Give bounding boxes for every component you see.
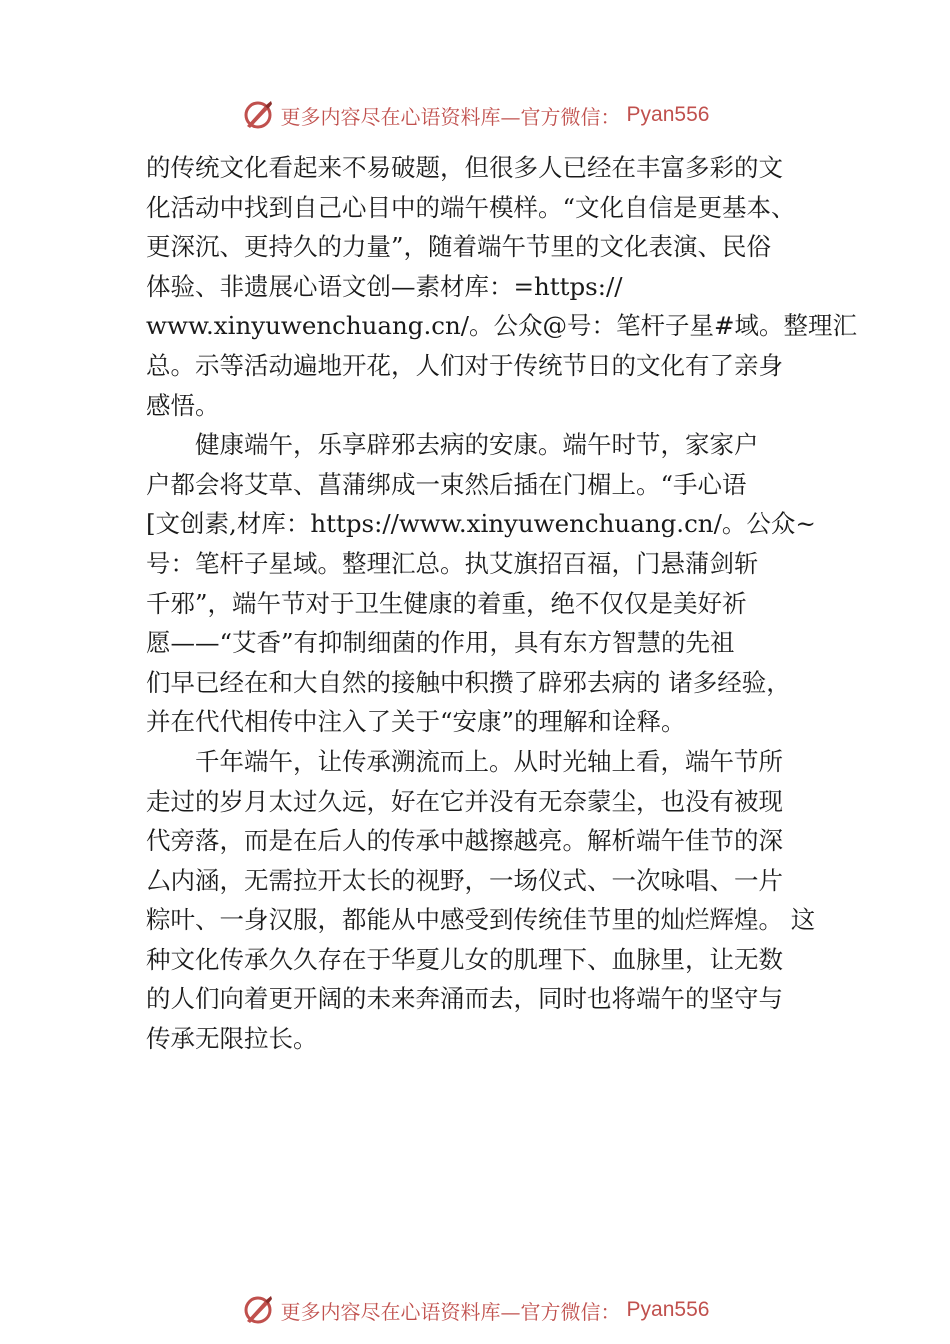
quill-logo-icon [241, 1293, 275, 1327]
text-line: 更深沉、更持久的力量”，随着端午节里的文化表演、民俗 [146, 232, 772, 262]
text-line: 粽叶、一身汉服，都能从中感受到传统佳节里的灿烂辉煌。 这 [146, 905, 816, 935]
quill-logo-icon [241, 98, 275, 132]
header-banner [0, 95, 950, 135]
text-line: 传承无限拉长。 [146, 1024, 318, 1054]
text-line: 们早已经在和大自然的接触中积攒了辟邪去病的 诸多经验， [146, 667, 791, 697]
wechat-handle: Pyan556 [626, 1298, 710, 1321]
wechat-handle: Pyan556 [626, 103, 710, 126]
text-line: 的传统文化看起来不易破题，但很多人已经在丰富多彩的文 [146, 153, 783, 182]
text-line: www.xinyuwenchuang.cn/。公众@号：笔杆子星#域。整理汇 [146, 311, 858, 341]
text-line: 户都会将艾草、菖蒲绑成一束然后插在门楣上。“手心语 [146, 469, 747, 499]
banner-text: 更多内容尽在心语资料库—官方微信： [280, 1299, 621, 1324]
text-line: 体验、非遗展心语文创—素材库：=https:// [146, 271, 623, 301]
text-line: 并在代代相传中注入了关于“安康”的理解和诠释。 [146, 707, 686, 737]
text-line: 总。示等活动遍地开花，人们对于传统节日的文化有了亲身 [146, 350, 783, 380]
banner-text: 更多内容尽在心语资料库—官方微信： [280, 104, 621, 129]
text-line: 感悟。 [146, 390, 220, 420]
text-line: 化活动中找到自己心目中的端午模样。“文化自信是更基本、 [146, 192, 796, 222]
text-line: 种文化传承久久存在于华夏儿女的肌理下、血脉里，让无数 [146, 944, 783, 974]
text-line: 厶内涵，无需拉开太长的视野，一场仪式、一次咏唱、一片 [146, 865, 783, 895]
footer-banner [0, 1290, 950, 1330]
text-line: [文创素,材库：https://www.xinyuwenchuang.cn/。公众~ [146, 509, 816, 539]
paragraph-start-line: 健康端午，乐享辟邪去病的安康。端午时节，家家户 [195, 430, 759, 460]
text-line: 愿——“艾香”有抑制细菌的作用，具有东方智慧的先祖 [146, 628, 735, 658]
text-line: 号：笔杆子星域。整理汇总。执艾旗招百福，门悬蒲剑斩 [146, 548, 759, 578]
text-line: 的人们向着更开阔的未来奔涌而去，同时也将端午的坚守与 [146, 984, 783, 1014]
text-line: 代旁落，而是在后人的传承中越擦越亮。解析端午佳节的深 [146, 826, 783, 856]
text-line: 走过的岁月太过久远，好在它并没有无奈蒙尘，也没有被现 [146, 786, 783, 816]
paragraph-start-line: 千年端午，让传承溯流而上。从时光轴上看，端午节所 [195, 746, 783, 776]
text-line: 千邪”，端午节对于卫生健康的着重，绝不仅仅是美好祈 [146, 588, 747, 618]
document-body [146, 148, 858, 1059]
